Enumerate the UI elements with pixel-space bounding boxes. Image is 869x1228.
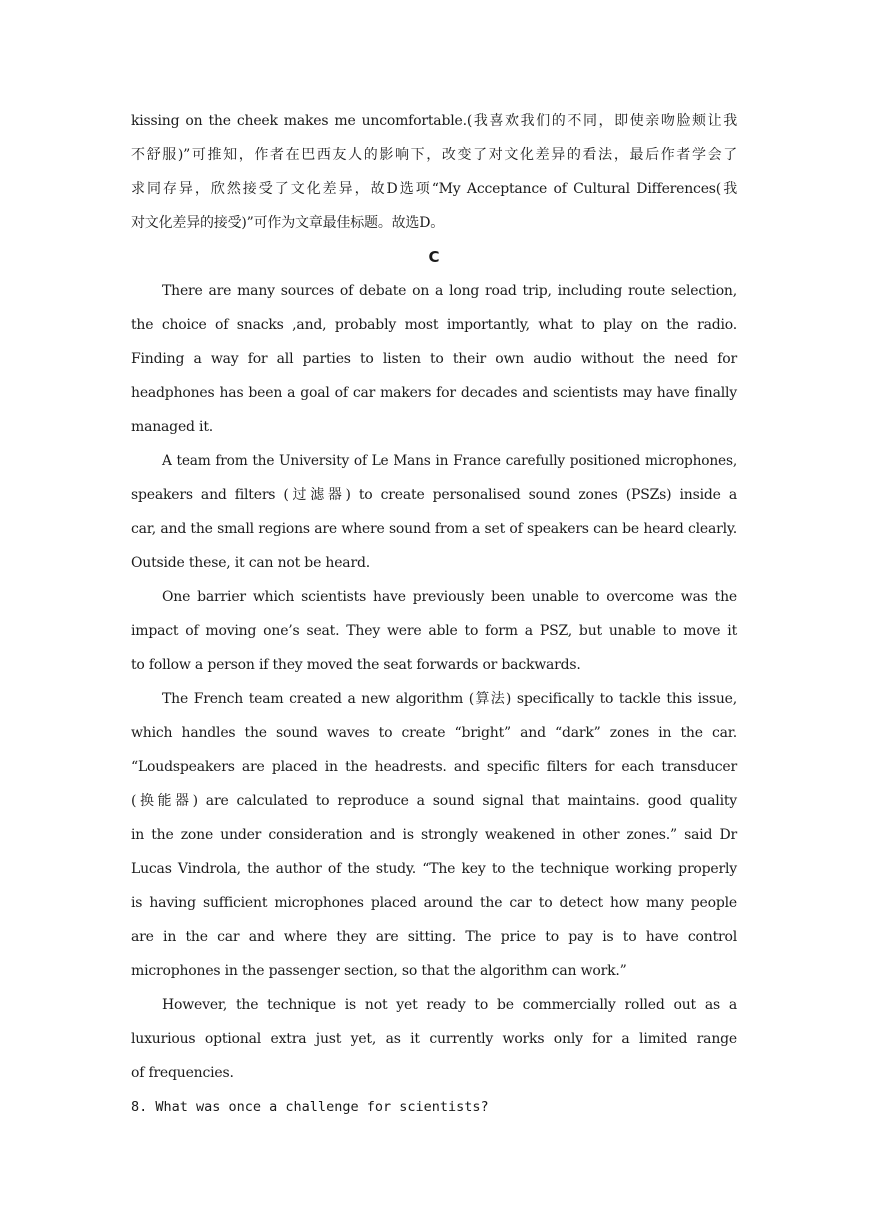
paragraph-line: There are many sources of debate on a long road trip, including route selection, bbox=[162, 283, 737, 299]
paragraph-3 bbox=[131, 580, 737, 682]
paragraph-line: impact of moving one’s seat. They were able to form a PSZ, but unable to move it bbox=[131, 623, 737, 639]
paragraph-line: of frequencies. bbox=[131, 1065, 234, 1081]
paragraph-line: is having sufficient microphones placed around the car to detect how many people bbox=[131, 895, 737, 911]
paragraph-line: car, and the small regions are where sound from a set of speakers can be heard clearly. bbox=[131, 521, 737, 537]
paragraph-line: speakers and filters (过滤器) to create personalised sound zones (PSZs) inside a bbox=[131, 487, 737, 503]
intro-line: kissing on the cheek makes me uncomfortable.(我喜欢我们的不同，即使亲吻脸颊让我 bbox=[131, 113, 737, 129]
intro-line: 不舒服)”可推知，作者在巴西友人的影响下，改变了对文化差异的看法，最后作者学会了 bbox=[131, 147, 737, 163]
question-8: 8. What was once a challenge for scientists? bbox=[131, 1099, 489, 1115]
paragraph-1 bbox=[131, 274, 737, 444]
paragraph-line: headphones has been a goal of car makers for decades and scientists may have finally bbox=[131, 385, 737, 401]
paragraph-line: Lucas Vindrola, the author of the study. “The key to the technique working properly bbox=[131, 861, 737, 877]
paragraph-line: are in the car and where they are sitting. The price to pay is to have control bbox=[131, 929, 737, 945]
paragraph-line: the choice of snacks ,and, probably most importantly, what to play on the radio. bbox=[131, 317, 737, 333]
paragraph-line: microphones in the passenger section, so that the algorithm can work.” bbox=[131, 963, 627, 979]
intro-line: 对文化差异的接受)”可作为文章最佳标题。故选D。 bbox=[131, 215, 445, 231]
paragraph-line: However, the technique is not yet ready to be commercially rolled out as a bbox=[162, 997, 737, 1013]
paragraph-line: Outside these, it can not be heard. bbox=[131, 555, 370, 571]
paragraph-line: in the zone under consideration and is strongly weakened in other zones.” said Dr bbox=[131, 827, 737, 843]
section-heading: C bbox=[428, 248, 440, 266]
paragraph-5 bbox=[131, 988, 737, 1090]
paragraph-line: A team from the University of Le Mans in France carefully positioned microphones, bbox=[162, 453, 737, 469]
paragraph-line: Finding a way for all parties to listen to their own audio without the need for bbox=[131, 351, 737, 367]
paragraph-line: One barrier which scientists have previously been unable to overcome was the bbox=[162, 589, 737, 605]
paragraph-line: to follow a person if they moved the seat forwards or backwards. bbox=[131, 657, 581, 673]
paragraph-line: managed it. bbox=[131, 419, 213, 435]
paragraph-4 bbox=[131, 682, 737, 988]
paragraph-line: luxurious optional extra just yet, as it currently works only for a limited range bbox=[131, 1031, 737, 1047]
paragraph-line: which handles the sound waves to create “bright” and “dark” zones in the car. bbox=[131, 725, 737, 741]
document-page bbox=[131, 104, 737, 1124]
intro-line: 求同存异，欣然接受了文化差异，故D选项“My Acceptance of Cultural Differences(我 bbox=[131, 181, 737, 197]
paragraph-line: The French team created a new algorithm (算法) specifically to tackle this issue, bbox=[162, 691, 737, 707]
intro-paragraph bbox=[131, 104, 737, 240]
paragraph-line: (换能器) are calculated to reproduce a sound signal that maintains. good quality bbox=[131, 793, 737, 809]
paragraph-line: “Loudspeakers are placed in the headrests. and specific filters for each transducer bbox=[131, 759, 737, 775]
paragraph-2 bbox=[131, 444, 737, 580]
